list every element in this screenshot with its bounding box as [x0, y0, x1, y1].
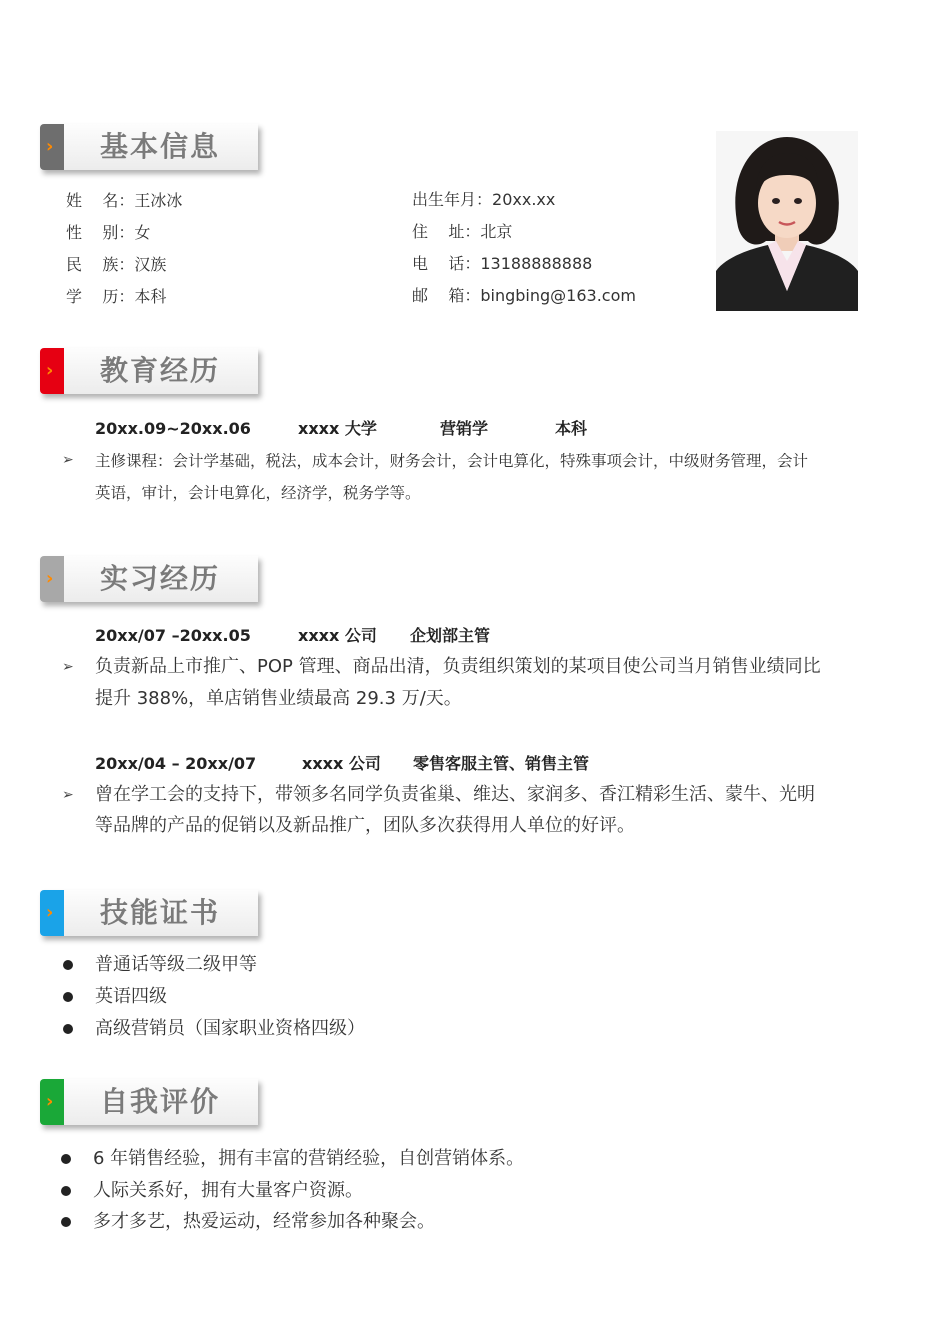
bullet-dot-icon — [61, 1217, 71, 1227]
info-gender: 性 别：女 — [66, 223, 151, 242]
portrait-image — [716, 131, 858, 311]
section-header-skills — [40, 890, 258, 936]
job-description-line: 曾在学工会的支持下，带领多名同学负责雀巢、维达、家润多、香江精彩生活、蒙牛、光明 — [95, 784, 815, 805]
chevron-right-icon: › — [46, 136, 54, 157]
info-name: 姓 名：王冰冰 — [66, 191, 183, 210]
chevron-right-icon: › — [46, 1091, 54, 1112]
education-degree: 本科 — [555, 419, 588, 438]
arrow-right-icon: ➢ — [62, 659, 74, 675]
job-description-line: 等品牌的产品的促销以及新品推广，团队多次获得用人单位的好评。 — [95, 815, 635, 836]
profile-photo — [716, 131, 858, 311]
skill-item: 高级营销员（国家职业资格四级） — [95, 1018, 365, 1039]
job-role: 零售客服主管、销售主管 — [413, 754, 590, 773]
bullet-dot-icon — [61, 1186, 71, 1196]
education-school: xxxx 大学 — [298, 419, 377, 438]
bullet-dot-icon — [63, 1024, 73, 1034]
bullet-dot-icon — [63, 960, 73, 970]
education-courses-line: 英语，审计，会计电算化，经济学，税务学等。 — [95, 484, 421, 502]
chevron-right-icon: › — [46, 902, 54, 923]
info-birth: 出生年月：20xx.xx — [412, 190, 556, 209]
job-description-line: 提升 388%，单店销售业绩最高 29.3 万/天。 — [95, 688, 462, 709]
skill-item: 英语四级 — [95, 986, 167, 1007]
arrow-right-icon: ➢ — [62, 787, 74, 803]
bullet-dot-icon — [61, 1154, 71, 1164]
section-title: 基本信息 — [100, 130, 221, 163]
self-eval-item: 人际关系好，拥有大量客户资源。 — [93, 1180, 363, 1201]
section-title: 实习经历 — [100, 562, 221, 595]
self-eval-item: 多才多艺，热爱运动，经常参加各种聚会。 — [93, 1211, 435, 1232]
bullet-dot-icon — [63, 992, 73, 1002]
arrow-right-icon: ➢ — [62, 452, 74, 468]
info-email: 邮 箱：bingbing@163.com — [412, 286, 636, 305]
section-title: 教育经历 — [100, 354, 221, 387]
section-header-internship — [40, 556, 258, 602]
skill-item: 普通话等级二级甲等 — [95, 954, 257, 975]
section-header-self — [40, 1079, 258, 1125]
info-ethnicity: 民 族：汉族 — [66, 255, 167, 274]
education-period: 20xx.09~20xx.06 — [95, 419, 251, 438]
info-phone: 电 话：13188888888 — [412, 254, 593, 273]
info-address: 住 址：北京 — [412, 222, 513, 241]
job-company: xxxx 公司 — [302, 754, 381, 773]
job-period: 20xx/04 – 20xx/07 — [95, 754, 257, 773]
section-title: 自我评价 — [100, 1085, 221, 1118]
education-major: 营销学 — [440, 419, 489, 438]
job-period: 20xx/07 –20xx.05 — [95, 626, 251, 645]
chevron-right-icon: › — [46, 360, 54, 381]
info-education: 学 历：本科 — [66, 287, 167, 306]
job-company: xxxx 公司 — [298, 626, 377, 645]
education-courses-line: 主修课程：会计学基础，税法，成本会计，财务会计，会计电算化，特殊事项会计，中级财务管理，会计 — [95, 452, 809, 470]
section-header-education — [40, 348, 258, 394]
chevron-right-icon: › — [46, 568, 54, 589]
section-header-basic — [40, 124, 258, 170]
job-description-line: 负责新品上市推广、POP 管理、商品出清，负责组织策划的某项目使公司当月销售业绩同比 — [95, 656, 821, 677]
self-eval-item: 6 年销售经验，拥有丰富的营销经验，自创营销体系。 — [93, 1148, 525, 1169]
section-title: 技能证书 — [100, 896, 221, 929]
job-role: 企划部主管 — [410, 626, 491, 645]
